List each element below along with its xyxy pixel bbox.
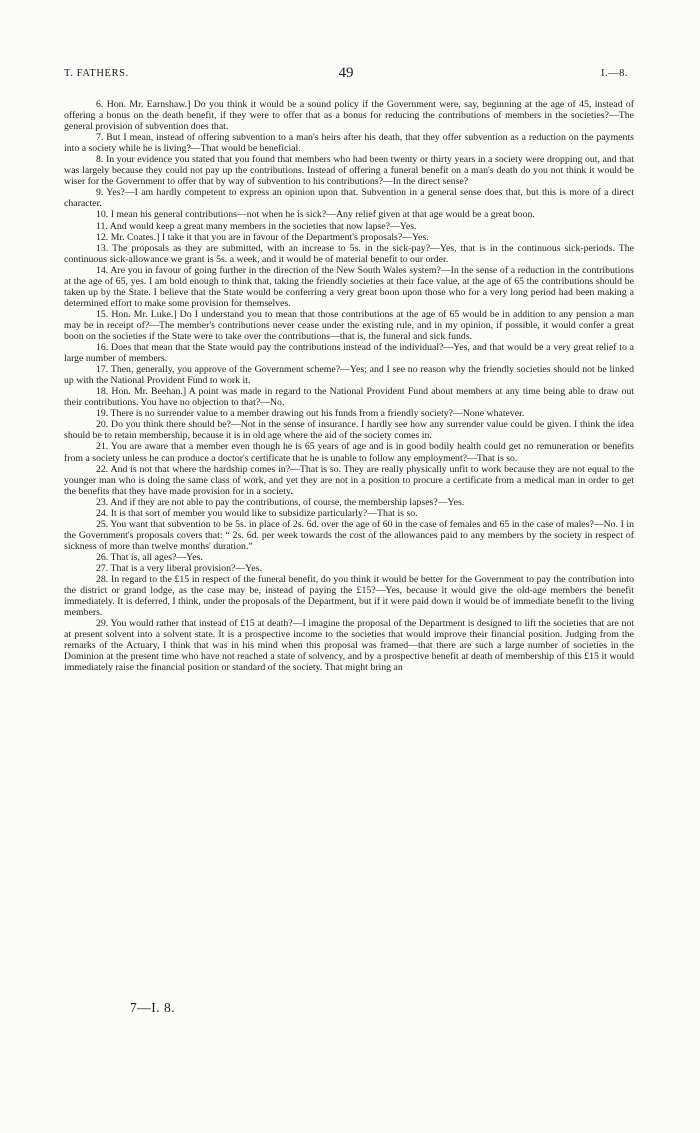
paragraph-23: 23. And if they are not able to pay the contributions, of course, the membership lapses?—Yes. bbox=[96, 496, 465, 508]
paragraph-27: 27. That is a very liberal provision?—Yes. bbox=[96, 562, 262, 574]
paragraph-20: 20. Do you think there should be?—Not in the sense of insurance. I hardly see how any surrender value could be given. I think the idea should be to retain membership, because it is in old age where the aid of the society comes in. bbox=[64, 419, 634, 442]
paragraph-17: 17. Then, generally, you approve of the Government scheme?—Yes; and I see no reason why the friendly societies should not be linked up with the National Provident Fund to work it. bbox=[64, 364, 634, 387]
paragraph-13: 13. The proposals as they are submitted, with an increase to 5s. in the sick-pay?—Yes, that is in the continuous sick-periods. The continuous sick-allowance we grant is 5s. a week, and it would be of material benefit to our order. bbox=[64, 242, 634, 265]
paragraph-25: 25. You want that subvention to be 5s. in place of 2s. 6d. over the age of 60 in the case of females and 65 in the case of males?—No. I in the Government's proposals covers that: “ 2s. 6d. per week towards the cost of the allowances paid to any members by the society in respect of sickness of more than twelve months' duration.” bbox=[64, 518, 634, 552]
paragraph-10: 10. I mean his general contributions—not when he is sick?—Any relief given at that age would be a great boon. bbox=[96, 209, 535, 221]
paragraph-18: 18. Hon. Mr. Beehan.] A point was made in regard to the National Provident Fund about members at any time being able to draw out their contributions. You have no objection to that?—No. bbox=[64, 386, 634, 409]
page-header bbox=[64, 65, 628, 82]
paragraph-11: 11. And would keep a great many members in the societies that now lapse?—Yes. bbox=[96, 220, 417, 232]
paragraph-21: 21. You are aware that a member even though he is 65 years of age and is in good bodily health could get no remuneration or benefits from a society unless he can produce a doctor's certificate that he is unable to follow any employment?—That is so. bbox=[64, 441, 634, 464]
header-witness-name: T. FATHERS. bbox=[64, 68, 129, 79]
paragraph-7: 7. But I mean, instead of offering subvention to a man's heirs after his death, that they offer subvention as a reduction on the payments into a society while he is living?—That would be beneficial. bbox=[64, 132, 634, 155]
signature-mark: 7—I. 8. bbox=[130, 1000, 176, 1015]
paragraph-22: 22. And is not that where the hardship comes in?—That is so. They are really physically unfit to work because they are not equal to the younger man who is doing the same class of work, and yet they are not in a position to procure a certificate from a medical man in order to get the benefits that they have made provision for in a society. bbox=[64, 463, 634, 497]
paragraph-29: 29. You would rather that instead of £15 at death?—I imagine the proposal of the Department is designed to lift the societies that are not at present solvent into a solvent state. It is a prospective income to the societies that would improve their financial position. Judging from the remarks of the Actuary, I think that was in his mind when this proposal was framed—that there are such a large number of societies in the Dominion at the present time who have not reached a state of solvency, and by a prospective benefit at death of membership of this £15 it would immediately raise the financial position or standard of the society. That might bring an bbox=[64, 618, 634, 674]
paragraph-19: 19. There is no surrender value to a member drawing out his funds from a friendly society?—None whatever. bbox=[96, 408, 525, 420]
document-reference: I.—8. bbox=[601, 68, 628, 79]
paragraph-14: 14. Are you in favour of going further in the direction of the New South Wales system?—In the sense of a reduction in the contributions at the age of 65, yes. I am bold enough to think that, taking the friendly societies at their face value, at the age of 65 the contributions should be taken up by the State. I believe that the State would be conferring a very great boon upon those who for a very long period had been making a determined effort to make some provision for themselves. bbox=[64, 264, 634, 309]
page-number: 49 bbox=[338, 65, 354, 81]
paragraph-28: 28. In regard to the £15 in respect of the funeral benefit, do you think it would be better for the Government to pay the contribution into the district or grand lodge, as the case may be, instead of paying the £15?—Yes, because it would give the old-age members the benefit immediately. It is deferred, I think, under the proposals of the Department, but if it were paid down it would be of immediate benefit to the living members. bbox=[64, 574, 634, 619]
paragraph-6: 6. Hon. Mr. Earnshaw.] Do you think it would be a sound policy if the Government were, say, beginning at the age of 45, instead of offering a bonus on the death benefit, if they were to offer that as a bonus for reducing the contributions of members in the societies?—The general provision of subvention does that. bbox=[64, 99, 634, 133]
evidence-text bbox=[64, 99, 634, 673]
paragraph-24: 24. It is that sort of member you would like to subsidize particularly?—That is so. bbox=[96, 507, 418, 519]
paragraph-15: 15. Hon. Mr. Luke.] Do I understand you to mean that those contributions at the age of 65 would be in addition to any pension a man may be in receipt of?—The member's contributions never cease under the existing rule, and in my opinion, if possible, it would confer a great boon on the societies if the State were to take over the contributions—that is, the funeral and sick funds. bbox=[64, 308, 634, 342]
paragraph-26: 26. That is, all ages?—Yes. bbox=[96, 551, 203, 563]
paragraph-16: 16. Does that mean that the State would pay the contributions instead of the individual?—Yes, and that would be a very great relief to a large number of members. bbox=[64, 342, 634, 365]
paragraph-8: 8. In your evidence you stated that you found that members who had been twenty or thirty years in a society were dropping out, and that was largely because they could not pay up the contributions. Instead of offering a funeral benefit on a man's death do you not think it would be wiser for the Government to offer that by way of subvention to his contributions?—In the direct sense? bbox=[64, 154, 634, 188]
paragraph-9: 9. Yes?—I am hardly competent to express an opinion upon that. Subvention in a general sense does that, but this is more of a direct character. bbox=[64, 187, 634, 210]
paragraph-12: 12. Mr. Coates.] I take it that you are in favour of the Department's proposals?—Yes. bbox=[96, 231, 429, 243]
